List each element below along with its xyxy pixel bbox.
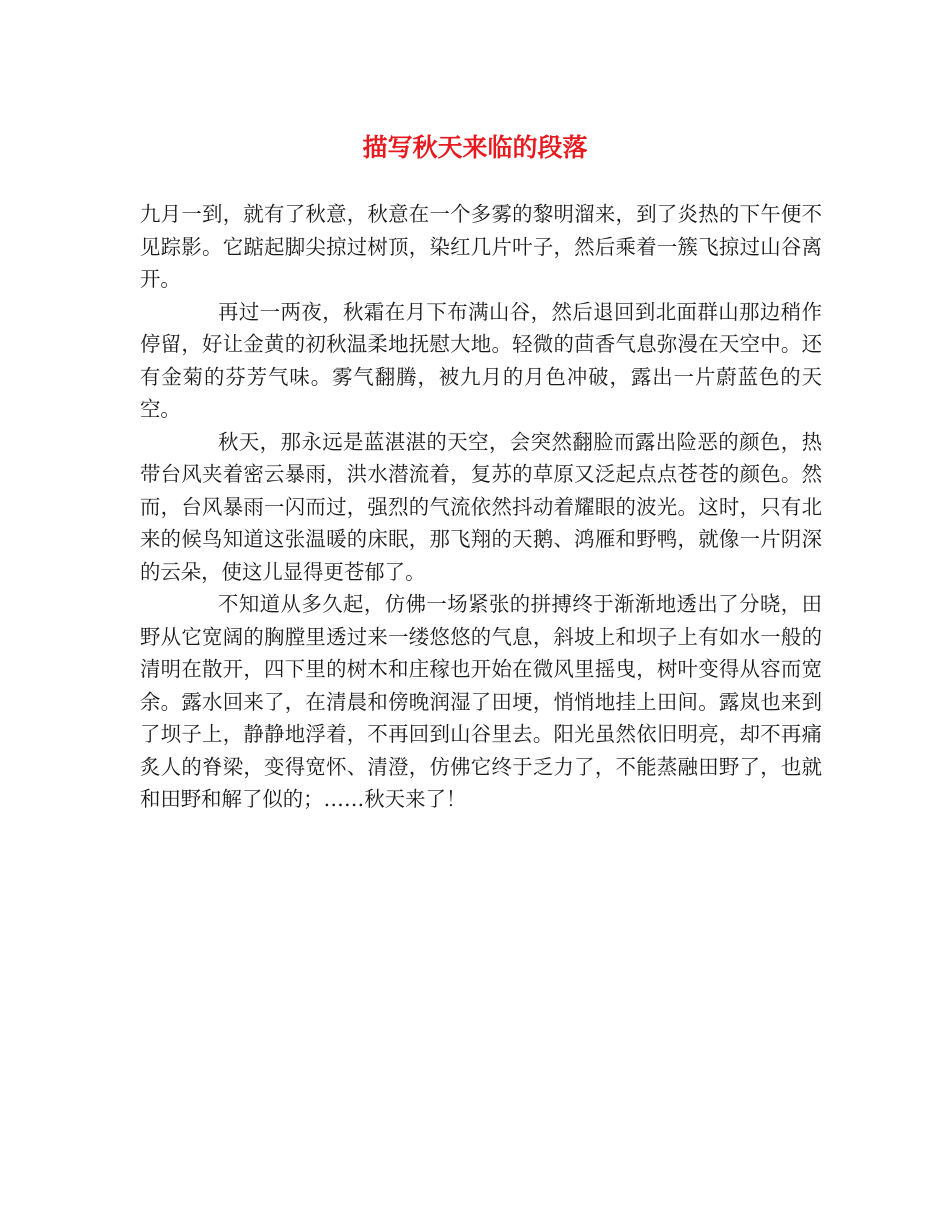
document-title: 描写秋天来临的段落 bbox=[362, 133, 588, 162]
paragraph-2: 再过一两夜，秋霜在月下布满山谷，然后退回到北面群山那边稍作停留，好让金黄的初秋温柔地抚慰大地。轻微的茴香气息弥漫在天空中。还有金菊的芬芳气味。雾气翻腾，被九月的月色冲破，露出一片蔚蓝色的天空。 bbox=[140, 299, 822, 421]
paragraph-3: 秋天，那永远是蓝湛湛的天空，会突然翻脸而露出险恶的颜色，热带台风夹着密云暴雨，洪水潜流着，复苏的草原又泛起点点苍苍的颜色。然而，台风暴雨一闪而过，强烈的气流依然抖动着耀眼的波光。这时，只有北来的候鸟知道这张温暖的床眠，那飞翔的天鹅、鸿雁和野鸭，就像一片阴深的云朵，使这儿显得更苍郁了。 bbox=[140, 429, 822, 584]
paragraph-4: 不知道从多久起，仿佛一场紧张的拼搏终于渐渐地透出了分晓，田野从它宽阔的胸膛里透过来一缕悠悠的气息，斜坡上和坝子上有如水一般的清明在散开，四下里的树木和庄稼也开始在微风里摇曳，树叶变得从容而宽余。露水回来了，在清晨和傍晚润湿了田埂，悄悄地挂上田间。露岚也来到了坝子上，静静地浮着，不再回到山谷里去。阳光虽然依旧明亮，却不再痛炙人的脊梁，变得宽怀、清澄，仿佛它终于乏力了，不能蒸融田野了，也就和田野和解了似的；……秋天来了！ bbox=[140, 592, 822, 811]
document-body bbox=[140, 198, 822, 816]
paragraph-1: 九月一到，就有了秋意，秋意在一个多雾的黎明溜来，到了炎热的下午便不见踪影。它踮起脚尖掠过树顶，染红几片叶子，然后乘着一簇飞掠过山谷离开。 bbox=[140, 202, 822, 291]
